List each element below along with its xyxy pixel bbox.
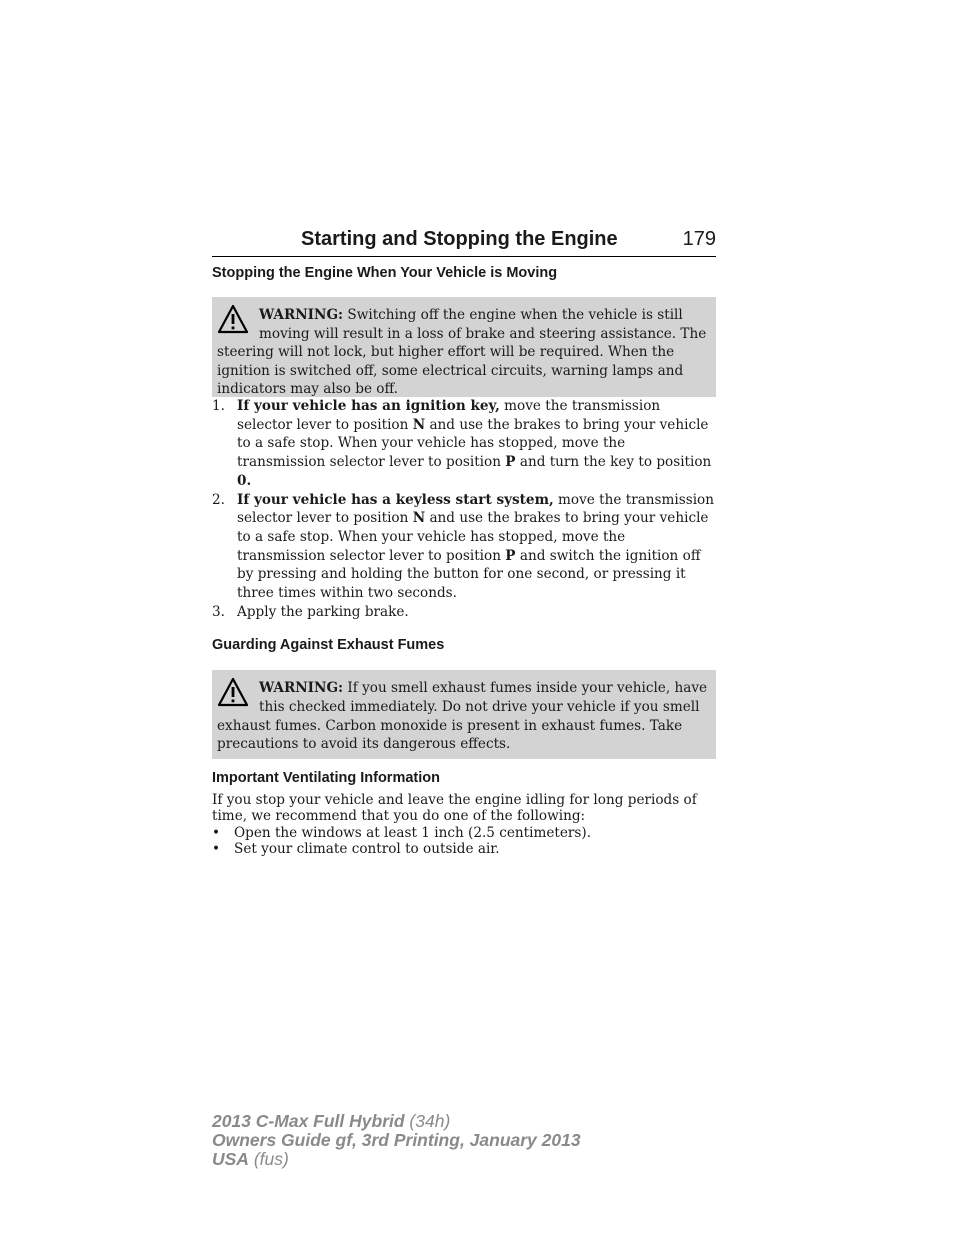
warning-text: If you smell exhaust fumes inside your vehicle, have this checked immediately. Do not drive your vehicle if you smell exhaust fumes. Carbon monoxide is present in exhaust fumes. Take precautions to avoid its dangerous effects. [217, 680, 708, 753]
warning-text: Switching off the engine when the vehicle is still moving will result in a loss of brake and steering assistance. The steering will not lock, but higher effort will be required. When the ignition is switched off, some electrical circuits, warning lamps and indicators may also be off. [217, 307, 707, 398]
page-footer [212, 1112, 581, 1169]
section-heading-exhaust: Guarding Against Exhaust Fumes [212, 637, 445, 654]
list-item: 3. Apply the parking brake. [212, 603, 409, 620]
warning-triangle-icon [217, 677, 249, 707]
warning-label: WARNING: [259, 307, 344, 323]
page-number: 179 [682, 228, 716, 250]
steps-list [212, 397, 716, 621]
chapter-title: Starting and Stopping the Engine [301, 228, 618, 250]
warning-box-exhaust [212, 670, 716, 758]
footer-model: 2013 C-Max Full Hybrid [212, 1111, 405, 1131]
warning-label: WARNING: [259, 680, 344, 697]
footer-region-code: (fus) [248, 1149, 289, 1169]
list-item: • Open the windows at least 1 inch (2.5 centimeters). [212, 824, 592, 841]
ventilating-intro: If you stop your vehicle and leave the engine idling for long periods of time, we recommend that you do one of the following: [212, 791, 697, 825]
list-item: • Set your climate control to outside air. [212, 841, 500, 858]
warning-triangle-icon [217, 304, 249, 334]
page-header [212, 228, 716, 257]
section-heading-ventilating: Important Ventilating Information [212, 769, 440, 786]
ventilating-bullets [212, 825, 716, 858]
footer-model-code: (34h) [404, 1111, 451, 1131]
footer-guide: Owners Guide gf, 3rd Printing, January 2013 [212, 1130, 581, 1150]
section-heading-stopping: Stopping the Engine When Your Vehicle is Moving [212, 265, 558, 281]
list-item: 1. If your vehicle has an ignition key, move the transmission selector lever to position N and use the brakes to bring your vehicle to a safe stop. When your vehicle has stopped, move the transmission selector lever to position P and turn the key to position 0. [212, 398, 712, 489]
footer-region: USA [212, 1149, 249, 1169]
warning-box-stopping [212, 297, 716, 397]
list-item: 2. If your vehicle has a keyless start system, move the transmission selector lever to position N and use the brakes to bring your vehicle to a safe stop. When your vehicle has stopped, move the transmission selector lever to position P and switch the ignition off by pressing and holding the button for one second, or pressing it three times within two seconds. [212, 491, 715, 602]
